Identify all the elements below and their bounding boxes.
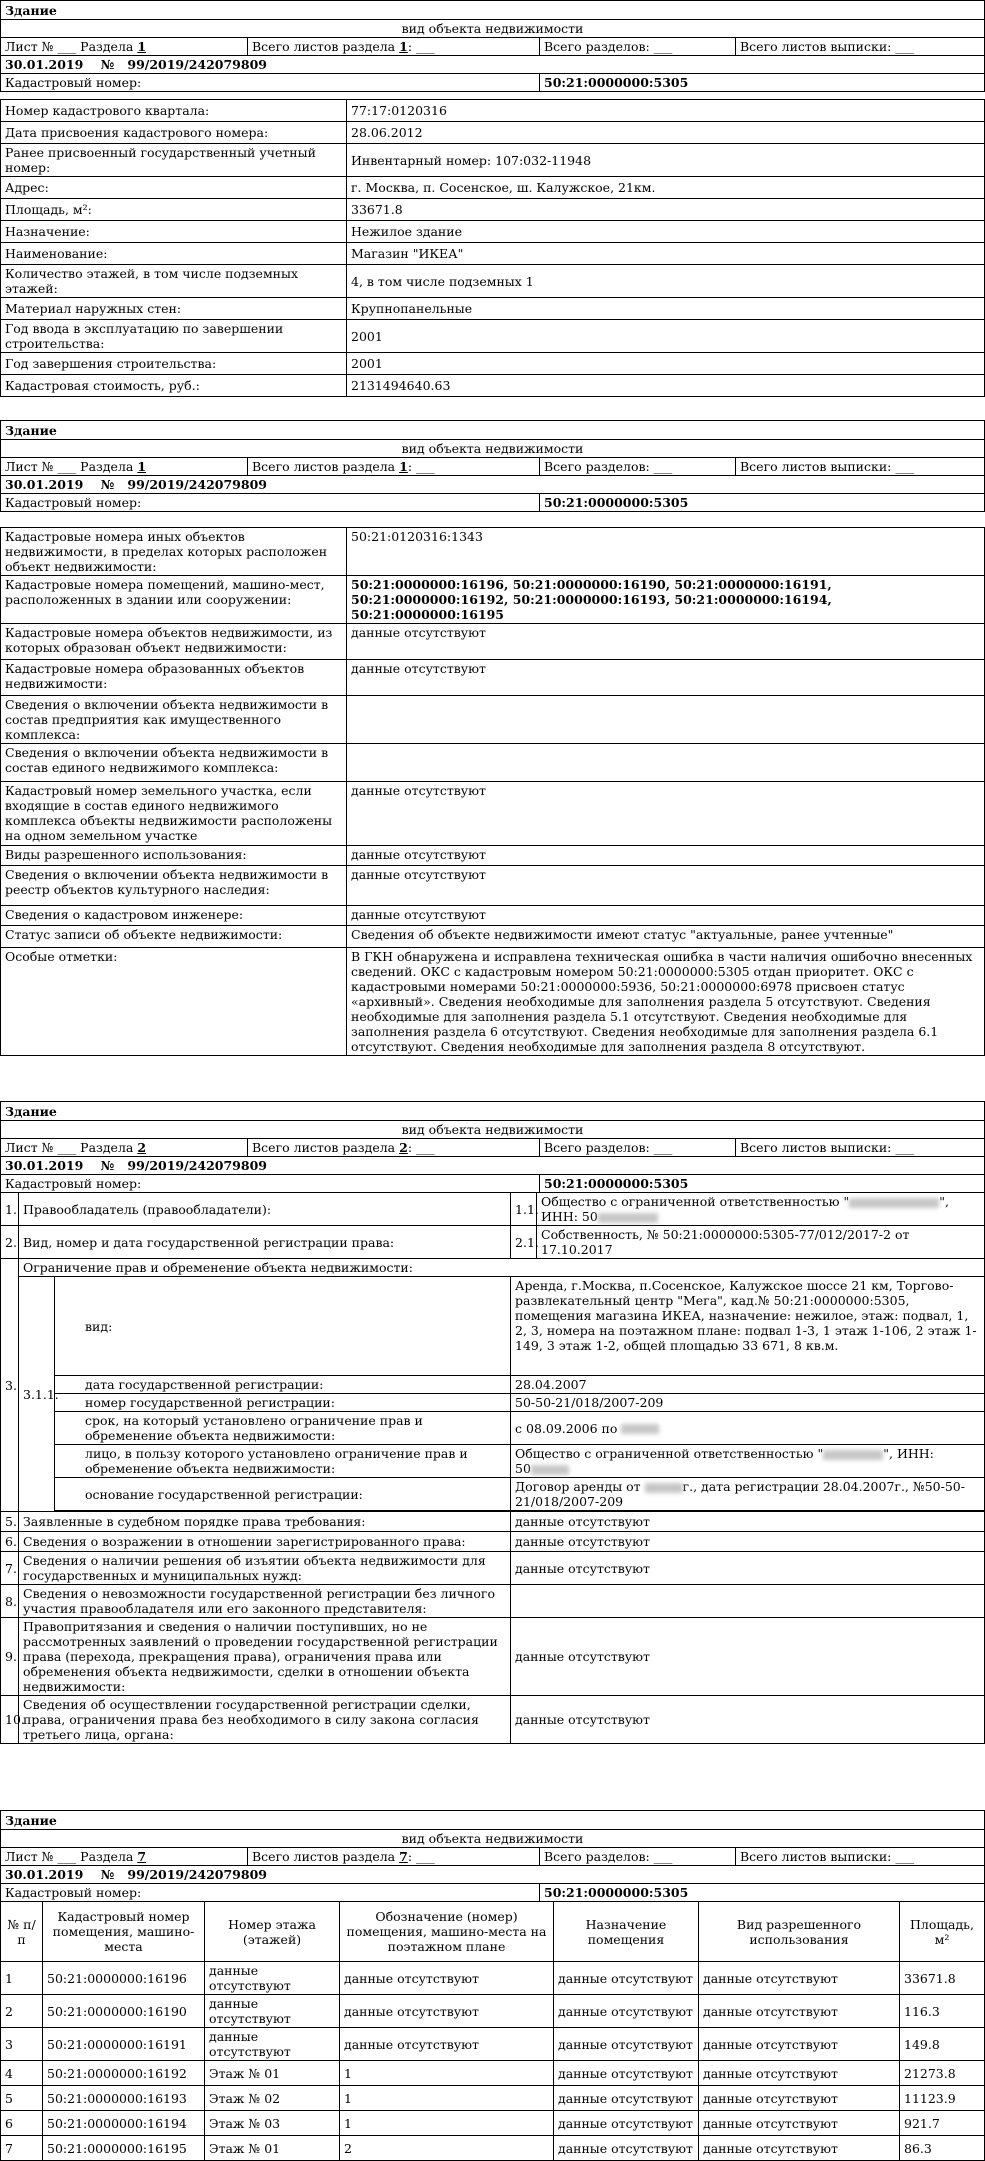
row-label: Количество этажей, в том числе подземных этажей: (1, 265, 347, 298)
registration-label: Вид, номер и дата государственной регистрации права: (19, 1226, 511, 1259)
row-sub: 3.1.1. (19, 1277, 55, 1512)
row-value: данные отсутствуют (511, 1618, 985, 1696)
term-label: срок, на который установлено ограничение прав и обременение объекта недвижимости: (55, 1412, 511, 1445)
table-row (1, 660, 985, 696)
row-value: данные отсутствуют (347, 906, 985, 926)
table-row (1, 782, 985, 846)
table-cell: 86.3 (900, 2136, 985, 2161)
kind-value: Аренда, г.Москва, п.Сосенское, Калужское шоссе 21 км, Торгово-развлекательный центр "Мега", кад.№ 50:21:0000000:5305, помещения магазина ИКЕА, назначение: нежилое, этаж: подвал, 1, 2, 3, номера на поэтажном плане: подвал 1-3, 1 этаж 1-106, 2 этаж 1-149, 3 этаж 1-2, общей площадью 33 671, 8 кв.м. (511, 1277, 985, 1376)
row-value: 77:17:0120316 (347, 100, 985, 122)
row-num: 2. (1, 1226, 19, 1259)
row-num: 9. (1, 1618, 19, 1696)
total-sheets: Всего листов раздела 2: ___ (248, 1139, 540, 1157)
cad-label: Кадастровый номер: (1, 494, 540, 512)
column-header: Назначение помещения (554, 1902, 699, 1962)
basis-value: Договор аренды от г., дата регистрации 28.04.2007г., №50-50-21/018/2007-209 (511, 1478, 985, 1511)
view-label: вид объекта недвижимости (1, 440, 985, 458)
table-row (1, 199, 985, 221)
table-row (1, 926, 985, 948)
table-cell: данные отсутствуют (554, 2136, 699, 2161)
table-row (1, 2086, 985, 2111)
table-row (1, 221, 985, 243)
table-cell: 3 (1, 2028, 43, 2061)
row-label: Площадь, м²: (1, 199, 347, 221)
row-label: Статус записи об объекте недвижимости: (1, 926, 347, 948)
redacted (645, 1483, 683, 1493)
total-sheets: Всего листов раздела 7: ___ (248, 1848, 540, 1866)
table-row (1, 2061, 985, 2086)
row-label: Номер кадастрового квартала: (1, 100, 347, 122)
object-type: Здание (1, 1102, 985, 1121)
row-num: 6. (1, 1532, 19, 1552)
table-cell: 921.7 (900, 2111, 985, 2136)
total-sheets-extract: Всего листов выписки: ___ (736, 458, 985, 476)
row-label: Сведения о невозможности государственной регистрации без личного участия правообладателя или его законного представителя: (19, 1585, 511, 1618)
table-row (1, 1512, 985, 1532)
table-row (1, 1585, 985, 1618)
row-label: Наименование: (1, 243, 347, 265)
row-value: данные отсутствуют (511, 1512, 985, 1532)
cad-value: 50:21:0000000:5305 (540, 494, 985, 512)
table-cell: 50:21:0000000:16194 (43, 2111, 205, 2136)
table-row (1, 1618, 985, 1696)
column-header: Вид разрешенного использования (699, 1902, 900, 1962)
cad-label: Кадастровый номер: (1, 1884, 540, 1902)
table-row (1, 265, 985, 298)
table-row (1, 320, 985, 353)
table-cell: Этаж № 02 (205, 2086, 340, 2111)
cad-value: 50:21:0000000:5305 (540, 1884, 985, 1902)
encumbrance-label: Ограничение прав и обременение объекта недвижимости: (19, 1259, 985, 1277)
table-row (1, 100, 985, 122)
table-cell: 50:21:0000000:16193 (43, 2086, 205, 2111)
row-label: Кадастровая стоимость, руб.: (1, 375, 347, 397)
table-row (1, 576, 985, 624)
column-header: № п/п (1, 1902, 43, 1962)
total-sheets-extract: Всего листов выписки: ___ (736, 1848, 985, 1866)
table-cell: 116.3 (900, 1995, 985, 2028)
sheet-no: Лист № ___ Раздела 1 (1, 38, 248, 56)
row-label: Материал наружных стен: (1, 298, 347, 320)
row-num: 3. (1, 1259, 19, 1512)
row-value (347, 744, 985, 782)
row-label: Сведения о кадастровом инженере: (1, 906, 347, 926)
table-cell: данные отсутствуют (340, 2028, 554, 2061)
row-value: 2131494640.63 (347, 375, 985, 397)
table-cell: данные отсутствуют (554, 2086, 699, 2111)
doc-date-number: 30.01.2019 № 99/2019/242079809 (1, 1157, 985, 1175)
section-1-cont-table (1, 528, 985, 1056)
section-2 (0, 1101, 984, 1744)
table-row (1, 696, 985, 744)
row-value: Крупнопанельные (347, 298, 985, 320)
row-label: Сведения о включении объекта недвижимости в реестр объектов культурного наследия: (1, 866, 347, 906)
row-value: 50:21:0000000:16196, 50:21:0000000:16190, 50:21:0000000:16191, 50:21:0000000:16192, 50:21:0000000:16193, 50:21:0000000:16194, 50:21:0000000:16195 (347, 576, 985, 624)
row-label: Год ввода в эксплуатацию по завершении строительства: (1, 320, 347, 353)
row-value: данные отсутствуют (347, 846, 985, 866)
row-label: Сведения о наличии решения об изъятии объекта недвижимости для государственных и муниципальных нужд: (19, 1552, 511, 1585)
table-cell: 2 (340, 2136, 554, 2161)
table-row (1, 528, 985, 576)
table-cell: 1 (340, 2061, 554, 2086)
table-cell: данные отсутствуют (699, 2086, 900, 2111)
row-label: Назначение: (1, 221, 347, 243)
kind-label: вид: (55, 1277, 511, 1376)
table-cell: данные отсутствуют (554, 2111, 699, 2136)
reg-number-label: номер государственной регистрации: (55, 1394, 511, 1412)
table-cell: данные отсутствуют (205, 1962, 340, 1995)
view-label: вид объекта недвижимости (1, 1121, 985, 1139)
table-cell: данные отсутствуют (554, 1995, 699, 2028)
table-row (1, 2028, 985, 2061)
table-cell: 5 (1, 2086, 43, 2111)
table-cell: 1 (340, 2086, 554, 2111)
row-value: данные отсутствуют (347, 624, 985, 660)
table-row (1, 144, 985, 177)
table-row (1, 353, 985, 375)
redacted (621, 1424, 659, 1434)
row-value: В ГКН обнаружена и исправлена техническая ошибка в части наличия ошибочно внесенных сведений. ОКС с кадастровым номером 50:21:0000000:5305 отдан приоритет. ОКС с кадастровыми номерами 50:21:0000000:5936, 50:21:0000000:6978 присвоен статус «архивный». Сведения необходимые для заполнения раздела 5 отсутствуют. Сведения необходимые для заполнения раздела 5.1 отсутствуют. Сведения необходимые для заполнения раздела 6 отсутствуют. Сведения необходимые для заполнения раздела 6.1 отсутствуют. Сведения необходимые для заполнения раздела 8 отсутствуют. (347, 948, 985, 1056)
redacted (531, 1465, 569, 1475)
total-sheets-extract: Всего листов выписки: ___ (736, 38, 985, 56)
row-label: Сведения об осуществлении государственной регистрации сделки, права, ограничения права без необходимого в силу закона согласия третьего лица, органа: (19, 1696, 511, 1744)
premises-table (0, 1901, 985, 2161)
cad-label: Кадастровый номер: (1, 1175, 540, 1193)
row-label: Правопритязания и сведения о наличии поступивших, но не рассмотренных заявлений о проведении государственной регистрации права (перехода, прекращения права), ограничения права или обременения объекта недвижимости, сделки в отношении объекта недвижимости: (19, 1618, 511, 1696)
redacted (598, 1213, 658, 1223)
table-cell: данные отсутствуют (554, 1962, 699, 1995)
table-cell: Этаж № 01 (205, 2061, 340, 2086)
beneficiary-label: лицо, в пользу которого установлено ограничение прав и обременение объекта недвижимости: (55, 1445, 511, 1478)
table-row (1, 744, 985, 782)
row-num: 8. (1, 1585, 19, 1618)
row-value: г. Москва, п. Сосенское, ш. Калужское, 21км. (347, 177, 985, 199)
row-value: Инвентарный номер: 107:032-11948 (347, 144, 985, 177)
table-cell: данные отсутствуют (554, 2028, 699, 2061)
table-cell: данные отсутствуют (205, 2028, 340, 2061)
reg-number-value: 50-50-21/018/2007-209 (511, 1394, 985, 1412)
object-type: Здание (1, 421, 985, 440)
table-row (1, 1696, 985, 1744)
doc-date-number: 30.01.2019 № 99/2019/242079809 (1, 476, 985, 494)
basis-label: основание государственной регистрации: (55, 1478, 511, 1511)
object-type: Здание (1, 1811, 985, 1830)
section-1-cont (0, 420, 984, 1056)
total-sections: Всего разделов: ___ (540, 38, 736, 56)
table-row (1, 1995, 985, 2028)
table-cell: Этаж № 01 (205, 2136, 340, 2161)
row-value: 2001 (347, 353, 985, 375)
row-num: 7. (1, 1552, 19, 1585)
table-cell: 6 (1, 2111, 43, 2136)
table-cell: данные отсутствуют (699, 1962, 900, 1995)
cad-value: 50:21:0000000:5305 (540, 1175, 985, 1193)
row-value: 33671.8 (347, 199, 985, 221)
table-cell: Этаж № 03 (205, 2111, 340, 2136)
column-header: Обозначение (номер) помещения, машино-места на поэтажном плане (340, 1902, 554, 1962)
row-label: Особые отметки: (1, 948, 347, 1056)
row-value: данные отсутствуют (511, 1552, 985, 1585)
table-cell: данные отсутствуют (699, 2136, 900, 2161)
table-row (1, 866, 985, 906)
table-cell: 50:21:0000000:16190 (43, 1995, 205, 2028)
table-cell: 4 (1, 2061, 43, 2086)
table-row (1, 1532, 985, 1552)
row-label: Сведения о возражении в отношении зарегистрированного права: (19, 1532, 511, 1552)
section-1-table (1, 100, 985, 397)
table-row (1, 2111, 985, 2136)
total-sections: Всего разделов: ___ (540, 1848, 736, 1866)
table-cell: данные отсутствуют (699, 2111, 900, 2136)
row-value: данные отсутствуют (347, 866, 985, 906)
reg-date-value: 28.04.2007 (511, 1376, 985, 1394)
row-label: Дата присвоения кадастрового номера: (1, 122, 347, 144)
total-sheets-extract: Всего листов выписки: ___ (736, 1139, 985, 1157)
row-value: 2001 (347, 320, 985, 353)
row-value: Сведения об объекте недвижимости имеют статус "актуальные, ранее учтенные" (347, 926, 985, 948)
row-label: Кадастровые номера объектов недвижимости, из которых образован объект недвижимости: (1, 624, 347, 660)
sheet-no: Лист № ___ Раздела 1 (1, 458, 248, 476)
table-cell: данные отсутствуют (699, 2028, 900, 2061)
view-label: вид объекта недвижимости (1, 1830, 985, 1848)
table-row (1, 846, 985, 866)
table-cell: данные отсутствуют (699, 1995, 900, 2028)
row-label: Сведения о включении объекта недвижимости в состав предприятия как имущественного комплекса: (1, 696, 347, 744)
doc-date-number: 30.01.2019 № 99/2019/242079809 (1, 56, 985, 74)
table-row (1, 948, 985, 1056)
view-label: вид объекта недвижимости (1, 20, 985, 38)
row-value (347, 696, 985, 744)
table-row (1, 1552, 985, 1585)
table-cell: 50:21:0000000:16196 (43, 1962, 205, 1995)
row-value: 4, в том числе подземных 1 (347, 265, 985, 298)
row-num: 1. (1, 1193, 19, 1226)
row-num: 5. (1, 1512, 19, 1532)
row-label: Кадастровый номер земельного участка, если входящие в состав единого недвижимого комплекса объекты недвижимости расположены на одном земельном участке (1, 782, 347, 846)
doc-date-number: 30.01.2019 № 99/2019/242079809 (1, 1866, 985, 1884)
table-row (1, 1962, 985, 1995)
table-cell: данные отсутствуют (340, 1962, 554, 1995)
row-sub: 2.1. (511, 1226, 537, 1259)
table-cell: 33671.8 (900, 1962, 985, 1995)
table-cell: 50:21:0000000:16195 (43, 2136, 205, 2161)
column-header: Площадь, м² (900, 1902, 985, 1962)
object-type: Здание (1, 1, 985, 20)
table-row (1, 298, 985, 320)
row-sub: 1.1. (511, 1193, 537, 1226)
table-cell: 7 (1, 2136, 43, 2161)
row-value: данные отсутствуют (347, 660, 985, 696)
registration-value: Собственность, № 50:21:0000000:5305-77/012/2017-2 от 17.10.2017 (537, 1226, 985, 1259)
row-label: Адрес: (1, 177, 347, 199)
table-cell: данные отсутствуют (699, 2061, 900, 2086)
table-row (1, 624, 985, 660)
row-value: Магазин "ИКЕА" (347, 243, 985, 265)
table-cell: 21273.8 (900, 2061, 985, 2086)
cad-value: 50:21:0000000:5305 (540, 74, 985, 92)
row-value: данные отсутствуют (511, 1696, 985, 1744)
table-cell: 11123.9 (900, 2086, 985, 2111)
table-cell: 1 (340, 2111, 554, 2136)
row-label: Виды разрешенного использования: (1, 846, 347, 866)
table-cell: 50:21:0000000:16192 (43, 2061, 205, 2086)
cad-label: Кадастровый номер: (1, 74, 540, 92)
table-row (1, 122, 985, 144)
row-label: Кадастровые номера иных объектов недвижимости, в пределах которых расположен объект недвижимости: (1, 528, 347, 576)
total-sections: Всего разделов: ___ (540, 458, 736, 476)
column-header: Кадастровый номер помещения, машино-места (43, 1902, 205, 1962)
row-value: 50:21:0120316:1343 (347, 528, 985, 576)
row-value (511, 1585, 985, 1618)
row-num: 10. (1, 1696, 19, 1744)
row-label: Год завершения строительства: (1, 353, 347, 375)
table-cell: данные отсутствуют (554, 2061, 699, 2086)
row-value: данные отсутствуют (347, 782, 985, 846)
total-sections: Всего разделов: ___ (540, 1139, 736, 1157)
row-value: данные отсутствуют (511, 1532, 985, 1552)
row-label: Ранее присвоенный государственный учетный номер: (1, 144, 347, 177)
row-label: Кадастровые номера образованных объектов недвижимости: (1, 660, 347, 696)
table-cell: данные отсутствуют (340, 1995, 554, 2028)
row-value: 28.06.2012 (347, 122, 985, 144)
sheet-no: Лист № ___ Раздела 2 (1, 1139, 248, 1157)
redacted (849, 1198, 939, 1208)
row-value: Нежилое здание (347, 221, 985, 243)
redacted (823, 1450, 883, 1460)
table-cell: 149.8 (900, 2028, 985, 2061)
term-value: с 08.09.2006 по (511, 1412, 985, 1445)
table-row (1, 177, 985, 199)
reg-date-label: дата государственной регистрации: (55, 1376, 511, 1394)
beneficiary-value: Общество с ограниченной ответственностью " ", ИНН: 50 (511, 1445, 985, 1478)
table-cell: 1 (1, 1962, 43, 1995)
column-header: Номер этажа (этажей) (205, 1902, 340, 1962)
total-sheets: Всего листов раздела 1: ___ (248, 38, 540, 56)
section-7 (0, 1810, 984, 2161)
section-1 (0, 0, 984, 397)
right-holder-label: Правообладатель (правообладатели): (19, 1193, 511, 1226)
table-row (1, 906, 985, 926)
table-row (1, 243, 985, 265)
table-row (1, 375, 985, 397)
table-cell: 2 (1, 1995, 43, 2028)
total-sheets: Всего листов раздела 1: ___ (248, 458, 540, 476)
rights-table (0, 1192, 985, 1744)
right-holder-value: Общество с ограниченной ответственностью " ", ИНН: 50 (537, 1193, 985, 1226)
table-row (1, 2136, 985, 2161)
table-cell: данные отсутствуют (205, 1995, 340, 2028)
sheet-no: Лист № ___ Раздела 7 (1, 1848, 248, 1866)
row-label: Заявленные в судебном порядке права требования: (19, 1512, 511, 1532)
table-cell: 50:21:0000000:16191 (43, 2028, 205, 2061)
row-label: Кадастровые номера помещений, машино-мест, расположенных в здании или сооружении: (1, 576, 347, 624)
row-label: Сведения о включении объекта недвижимости в состав единого недвижимого комплекса: (1, 744, 347, 782)
